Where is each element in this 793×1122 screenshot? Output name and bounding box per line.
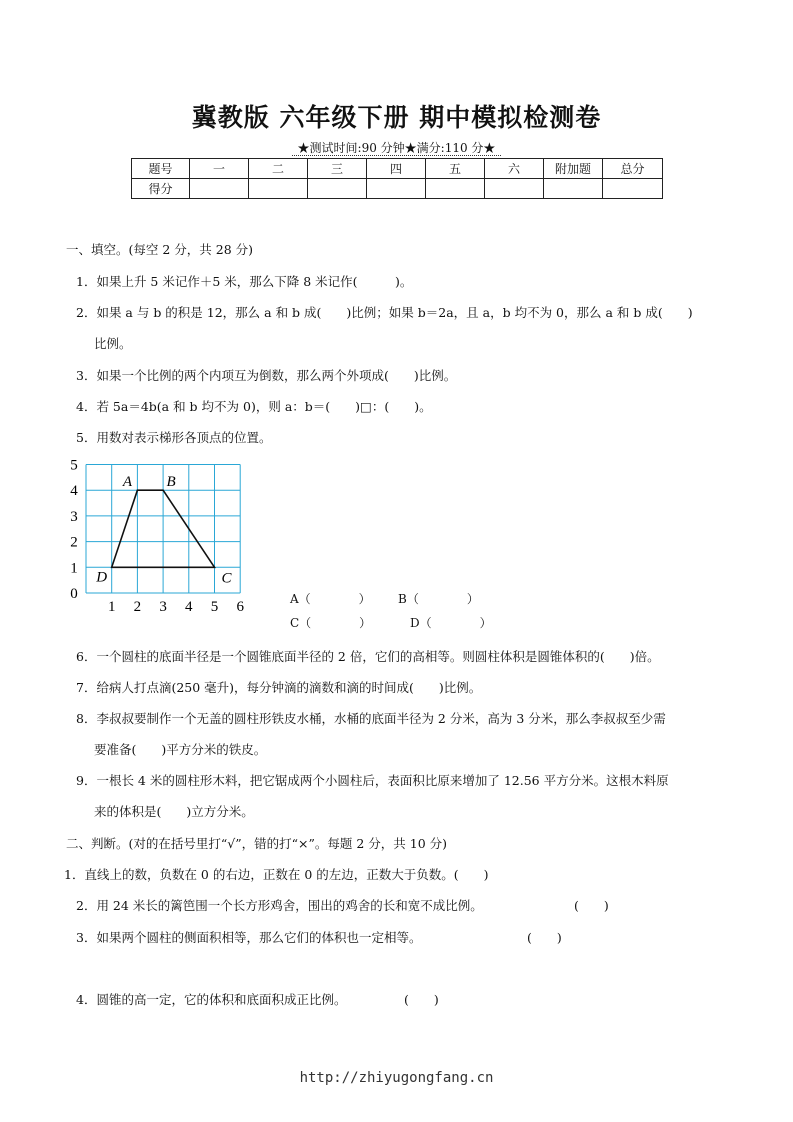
question-6: 6．一个圆柱的底面半径是一个圆锥底面半径的 2 倍，它们的高相等。则圆柱体积是圆锥体积的( )倍。 [76, 649, 660, 664]
x-tick-label: 3 [159, 599, 167, 614]
vertex-label-b: B [166, 474, 176, 491]
question-1: 1．如果上升 5 米记作＋5 米，那么下降 8 米记作( )。 [76, 274, 413, 289]
answer-point-a[interactable]: A（ ） [290, 592, 371, 606]
x-tick-label: 4 [185, 599, 193, 614]
vertex-label-d: D [96, 569, 108, 586]
judge-answer-3[interactable]: ( ) [527, 930, 562, 945]
judge-answer-4[interactable]: ( ) [404, 992, 439, 1007]
answer-point-d[interactable]: D（ ） [410, 616, 492, 630]
score-cell[interactable] [603, 179, 663, 199]
score-header-cell: 题号 [132, 159, 190, 179]
question-8: 8．李叔叔要制作一个无盖的圆柱形铁皮水桶，水桶的底面半径为 2 分米，高为 3 分米，那么李叔叔至少需 [76, 711, 666, 726]
judge-question-3: 3．如果两个圆柱的侧面积相等，那么它们的体积也一定相等。 [76, 930, 422, 945]
origin-label: 0 [70, 586, 78, 602]
answer-point-c[interactable]: C（ ） [290, 616, 372, 630]
score-header-cell: 附加题 [544, 159, 603, 179]
judge-question-4: 4．圆锥的高一定，它的体积和底面积成正比例。 [76, 992, 347, 1007]
score-header-cell: 五 [426, 159, 485, 179]
score-header-cell: 四 [367, 159, 426, 179]
y-tick-label: 4 [70, 483, 78, 500]
question-3: 3．如果一个比例的两个内项互为倒数，那么两个外项成( )比例。 [76, 368, 457, 383]
section2-heading: 二、判断。(对的在括号里打“√”，错的打“×”。每题 2 分，共 10 分) [66, 836, 448, 851]
question-5: 5．用数对表示梯形各顶点的位置。 [76, 430, 272, 445]
footer-url: http://zhiyugongfang.cn [299, 1070, 494, 1086]
score-cell[interactable] [485, 179, 544, 199]
score-table [131, 158, 663, 199]
section1-heading: 一、填空。(每空 2 分，共 28 分) [66, 242, 254, 257]
score-cell[interactable] [249, 179, 308, 199]
y-tick-label: 2 [70, 534, 78, 551]
score-header-cell: 总分 [603, 159, 663, 179]
question-9-cont: 来的体积是( )立方分米。 [94, 804, 254, 819]
x-tick-label: 1 [107, 599, 116, 614]
grid-lines [86, 465, 240, 594]
score-header-cell: 三 [308, 159, 367, 179]
answer-point-b[interactable]: B（ ） [398, 592, 479, 606]
question-4: 4．若 5a＝4b(a 和 b 均不为 0)，则 a：b＝( )□：( )。 [76, 399, 432, 414]
score-cell[interactable] [308, 179, 367, 199]
y-tick-labels [70, 458, 78, 603]
vertex-label-c: C [221, 570, 232, 587]
x-tick-label: 5 [210, 599, 219, 614]
question-8-cont: 要准备( )平方分米的铁皮。 [94, 742, 267, 757]
question-9: 9．一根长 4 米的圆柱形木料，把它锯成两个小圆柱后，表面积比原来增加了 12.56 平方分米。这根木料原 [76, 773, 669, 788]
score-cell[interactable] [367, 179, 426, 199]
judge-question-2: 2．用 24 米长的篱笆围一个长方形鸡舍，围出的鸡舍的长和宽不成比例。 [76, 898, 483, 913]
score-table-score-row [132, 179, 663, 199]
x-tick-label: 2 [133, 599, 142, 614]
score-header-cell: 六 [485, 159, 544, 179]
judge-answer-2[interactable]: ( ) [574, 898, 609, 913]
score-cell[interactable] [426, 179, 485, 199]
x-tick-labels [108, 599, 245, 614]
exam-info [0, 139, 793, 156]
score-cell[interactable] [544, 179, 603, 199]
question-7: 7．给病人打点滴(250 毫升)，每分钟滴的滴数和滴的时间成( )比例。 [76, 680, 482, 695]
y-tick-label: 5 [70, 457, 78, 474]
score-cell[interactable] [190, 179, 249, 199]
question-2: 2．如果 a 与 b 的积是 12，那么 a 和 b 成( )比例；如果 b＝2a，且 a，b 均不为 0，那么 a 和 b 成( ) [76, 305, 693, 320]
y-tick-label: 1 [70, 560, 78, 577]
page-title: 冀教版 六年级下册 期中模拟检测卷 [191, 103, 602, 132]
x-tick-label: 6 [236, 599, 244, 614]
coordinate-grid [60, 456, 260, 614]
question-2-cont: 比例。 [94, 336, 132, 351]
score-row-label: 得分 [132, 179, 190, 199]
exam-info-text: ★测试时间:90 分钟★满分:110 分★ [292, 141, 502, 156]
judge-question-1: 1．直线上的数，负数在 0 的右边，正数在 0 的左边，正数大于负数。( ) [64, 867, 489, 882]
y-tick-label: 3 [70, 508, 78, 525]
score-header-cell: 一 [190, 159, 249, 179]
score-table-header-row [132, 159, 663, 179]
vertex-label-a: A [122, 474, 132, 491]
score-header-cell: 二 [249, 159, 308, 179]
